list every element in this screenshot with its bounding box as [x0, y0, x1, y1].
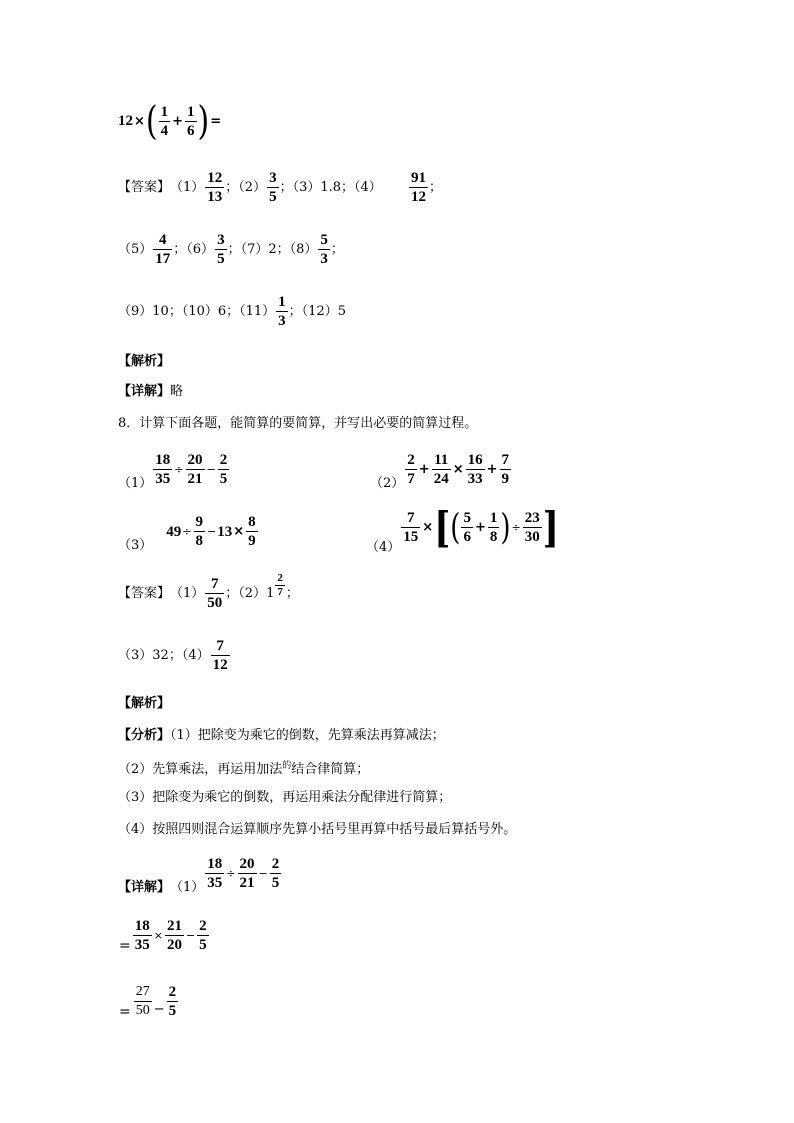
divide-sign: ÷ [174, 462, 184, 476]
item-index: （3）32；（4） [118, 647, 210, 663]
analysis-text: （1）把除变为乘它的倒数，先算乘法再算减法； [170, 728, 445, 743]
minus-sign: − [207, 524, 217, 538]
question-8-title: 8．计算下面各题，能简算的要简算，并写出必要的简算过程。 [118, 416, 478, 431]
equals-sign: = [119, 1003, 131, 1020]
analysis-line-1 [118, 728, 445, 744]
answer-label: 【答案】 [118, 585, 171, 601]
equals-sign: = [210, 114, 222, 129]
item-index: （1） [170, 879, 205, 895]
fraction: $\frac{3}{5}$ [269, 170, 277, 205]
divide-sign: ÷ [511, 520, 521, 534]
separator: ；（12）5 [288, 303, 346, 319]
analysis-line-4: （4）按照四则混合运算顺序先算小括号里再算中括号最后算括号外。 [118, 822, 517, 837]
detail-text: 略 [170, 384, 184, 399]
minus-sign: − [185, 928, 196, 942]
separator: ；（6） [173, 241, 215, 257]
separator: ；（2）1 [225, 585, 275, 601]
separator: ； [330, 241, 344, 257]
detail8-line-1 [118, 856, 282, 895]
analysis-label: 【解析】 [118, 696, 171, 711]
analysis-text: （2）先算乘法，再运用加法 [118, 762, 283, 777]
right-bracket: ] [542, 502, 559, 553]
fraction: $\frac{7}{15}$ [403, 510, 419, 545]
times-sign: × [452, 461, 464, 477]
item-index: （2） [370, 475, 405, 491]
fraction: $\frac{2}{5}$ [168, 984, 177, 1019]
fraction: $\frac{8}{9}$ [248, 514, 256, 549]
item-index: （1） [118, 475, 153, 491]
fraction: $\frac{5}{3}$ [320, 232, 328, 267]
separator: ； [429, 179, 443, 195]
detail-label: 【详解】 [118, 384, 171, 399]
answer-line-3 [118, 294, 346, 329]
plus-sign: + [418, 461, 430, 477]
fraction: $\frac{1}{3}$ [278, 294, 286, 329]
plus-sign: + [172, 114, 184, 129]
fraction: $\frac{9}{8}$ [195, 514, 203, 549]
detail8-line-3 [118, 984, 179, 1019]
left-bracket: [ [434, 502, 451, 553]
analysis-line-3: （3）把除变为乘它的倒数，再运用乘法分配律进行简算； [118, 790, 452, 805]
divide-sign: ÷ [226, 866, 236, 880]
times-sign: × [233, 523, 245, 539]
detail8-line-2 [118, 918, 210, 953]
fraction: $\frac{23}{30}$ [524, 510, 540, 545]
detail-line [118, 384, 183, 400]
item-index: （9）10；（10）6；（11） [118, 303, 276, 319]
fraction: $\frac{2}{5}$ [271, 856, 280, 891]
q8-item-1 [118, 452, 230, 491]
answer8-line-1 [118, 572, 299, 611]
fraction: $\frac{4}{17}$ [155, 232, 171, 267]
analysis-sub-label: 【分析】 [118, 728, 171, 743]
fraction: $\frac{18}{35}$ [134, 918, 150, 953]
fraction: $\frac{1}{8}$ [489, 510, 498, 545]
right-paren: ) [197, 98, 210, 145]
fraction: $\frac{91}{12}$ [411, 170, 426, 205]
minus-sign: − [153, 1001, 165, 1017]
plus-sign: + [474, 519, 486, 535]
fraction: $\frac{1}{4}$ [160, 104, 169, 139]
separator: ；（2） [225, 179, 267, 195]
fraction: $\frac{16}{33}$ [467, 452, 483, 487]
answer-line-2 [118, 232, 344, 267]
fraction: $\frac{20}{21}$ [239, 856, 255, 891]
right-paren: ) [500, 507, 511, 548]
item-index: （4） [366, 539, 401, 555]
answer-fraction-4 [408, 170, 442, 205]
times-sign: × [422, 519, 434, 535]
q8-item-4 [366, 502, 559, 555]
integer: 49 [166, 523, 182, 540]
fraction: $\frac{18}{35}$ [207, 856, 223, 891]
expression-12 [118, 98, 222, 145]
answer-label: 【答案】 [118, 179, 171, 195]
left-paren: ( [450, 507, 461, 548]
times-sign: × [153, 928, 163, 942]
minus-sign: − [258, 866, 268, 880]
integer: 13 [217, 523, 233, 540]
fraction: $\frac{18}{35}$ [155, 452, 171, 487]
left-paren: ( [145, 98, 158, 145]
item-index: （1） [170, 179, 205, 195]
separator: ；（3）1.8；（4） [279, 179, 382, 195]
detail-label: 【详解】 [118, 879, 171, 895]
fraction: $\frac{5}{6}$ [463, 510, 471, 545]
fraction: $\frac{2}{5}$ [219, 452, 228, 487]
separator: ；（7）2；（8） [227, 241, 318, 257]
fraction: $\frac{2}{7}$ [407, 452, 415, 487]
item-index: （5） [118, 241, 153, 257]
fraction: $\frac{3}{5}$ [217, 232, 225, 267]
item-index: （1） [170, 585, 205, 601]
fraction: $\frac{11}{24}$ [433, 452, 449, 487]
q8-item-2 [370, 452, 512, 491]
analysis-line-2 [118, 762, 369, 779]
separator: ； [285, 585, 299, 601]
item-index: （3） [118, 537, 153, 553]
fraction: $\frac{2}{7}$ [277, 572, 283, 598]
integer: 12 [118, 113, 133, 129]
divide-sign: ÷ [182, 524, 192, 538]
times-sign: × [134, 114, 145, 129]
equals-sign: = [119, 937, 131, 954]
fraction: $\frac{7}{50}$ [207, 576, 223, 611]
fraction: $\frac{21}{20}$ [166, 918, 182, 953]
q8-item-3 [118, 514, 259, 553]
fraction: $\frac{20}{21}$ [187, 452, 203, 487]
fraction: $\frac{7}{12}$ [212, 638, 228, 673]
analysis-label: 【解析】 [118, 354, 171, 369]
fraction: $\frac{7}{9}$ [501, 452, 509, 487]
minus-sign: − [206, 462, 216, 476]
fraction: $\frac{2}{5}$ [199, 918, 207, 953]
fraction: $\frac{1}{6}$ [187, 104, 195, 139]
answer8-line-2 [118, 638, 231, 673]
analysis-text: 结合律简算； [291, 762, 370, 777]
fraction: $\frac{12}{13}$ [207, 170, 223, 205]
superscript-char: 的 [282, 761, 292, 771]
plus-sign: + [486, 461, 498, 477]
fraction: $\frac{27}{50}$ [135, 984, 150, 1018]
